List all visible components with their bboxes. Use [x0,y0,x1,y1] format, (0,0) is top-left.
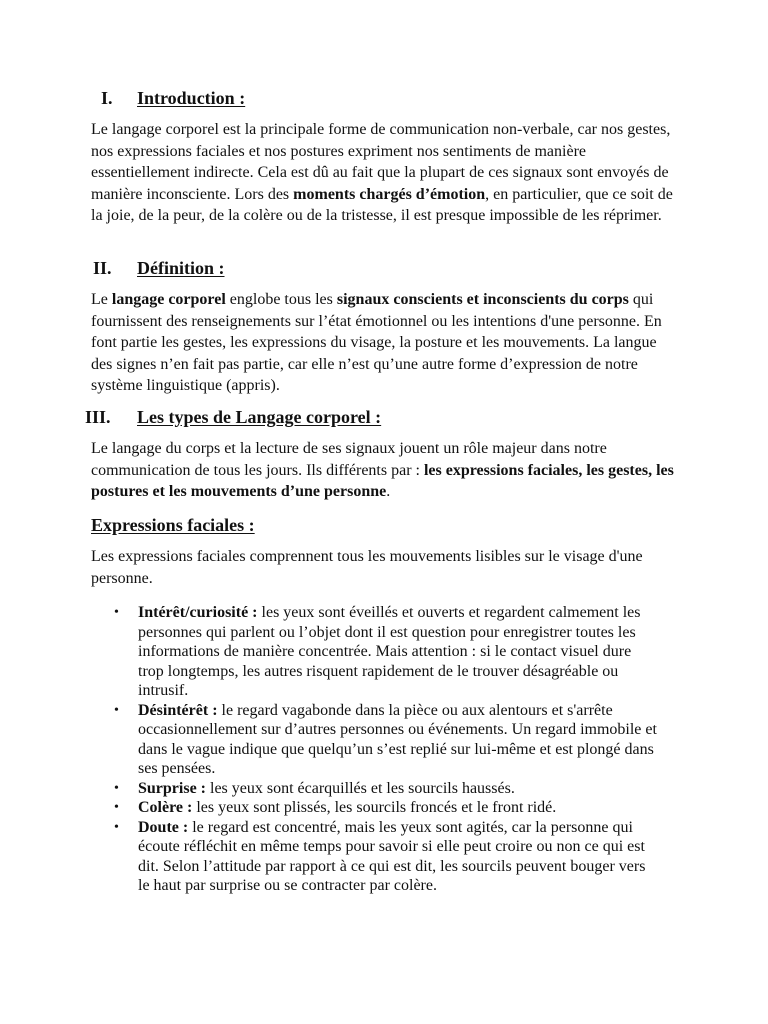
list-item [91,818,658,896]
list-item-text: le regard est concentré, mais les yeux sont agités, car la personne qui écoute réfléchit en même temps pour savoir si elle peut croire ou non ce qui est dit. Selon l’attitude par rapport à ce qui est dit, les sourcils peuvent bouger vers le haut par surprise ou se contracter par colère. [138,818,646,894]
heading-number: II. [93,258,112,278]
paragraph-types: Le langage du corps et la lecture de ses signaux jouent un rôle majeur dans notre communication de tous les jours. Ils différents par : les expressions faciales, les gestes, les postures et les mouvements d’une personne. [91,440,674,500]
bullet-icon: • [114,819,119,835]
subheading-expressions-faciales: Expressions faciales : [91,515,255,535]
facial-expressions-list [91,603,691,896]
bullet-icon: • [114,780,119,796]
bold-phrase: langage corporel [111,291,226,308]
heading-introduction [0,87,768,109]
heading-number: III. [85,407,111,427]
paragraph-definition: Le langage corporel englobe tous les signaux conscients et inconscients du corps qui fournissent des renseignements sur l’état émotionnel ou les intentions d'une personne. En font partie les gestes, les expressions du visage, la posture et les mouvements. La langue des signes n’en fait pas partie, car elle n’est qu’une autre forme d’expression de notre système linguistique (appris). [91,291,662,394]
heading-types [0,406,768,428]
list-item [91,701,658,779]
list-item-term: Intérêt/curiosité : [138,604,258,621]
list-item-term: Surprise : [138,779,206,797]
heading-definition [0,257,768,279]
list-item-text: le regard vagabonde dans la pièce ou aux alentours et s'arrête occasionnellement sur d’autres personnes ou événements. Un regard immobile et dans le vague indique que quelqu’un s’est replié sur lui-même et est plongé dans ses pensées. [138,701,657,777]
list-item-text: les yeux sont plissés, les sourcils froncés et le front ridé. [192,799,557,816]
list-item [91,603,658,701]
list-item [91,779,658,799]
heading-title: Définition : [137,258,225,278]
bold-phrase: moments chargés d’émotion [293,185,486,203]
list-item-text: les yeux sont éveillés et ouverts et regardent calmement les personnes qui parlent ou l’objet dont il est question pour enregistrer toutes les informations de manière concentrée. Mais attention : si le contact visuel dure trop longtemps, les autres risquent rapidement de le trouver désagréable ou intrusif. [138,604,641,699]
bold-phrase: les expressions faciales, les gestes, les postures et les mouvements d’une personne [91,461,674,500]
bold-phrase: signaux conscients et inconscients du corps [336,291,629,308]
bullet-icon: • [114,702,119,718]
list-item-term: Colère : [138,799,193,816]
list-item-term: Doute : [138,818,189,836]
heading-number: I. [101,88,113,108]
heading-title: Introduction : [137,88,246,108]
heading-title: Les types de Langage corporel : [137,407,382,427]
bullet-icon: • [114,800,119,815]
paragraph-introduction: Le langage corporel est la principale forme de communication non-verbale, car nos gestes, nos expressions faciales et nos postures expriment nos sentiments de manière essentiellement indirecte. Cela est dû au fait que la plupart de ces signaux sont envoyés de manière inconsciente. Lors des moments chargés d’émotion, en particulier, que ce soit de la joie, de la peur, de la colère ou de la tristesse, il est presque impossible de les réprimer. [91,121,673,224]
list-item-text: les yeux sont écarquillés et les sourcils haussés. [206,779,515,797]
list-item-term: Désintérêt : [138,701,218,719]
bullet-icon: • [114,605,119,620]
list-item [91,798,658,818]
paragraph-facial-intro: Les expressions faciales comprennent tous les mouvements lisibles sur le visage d'une personne. [91,548,643,587]
